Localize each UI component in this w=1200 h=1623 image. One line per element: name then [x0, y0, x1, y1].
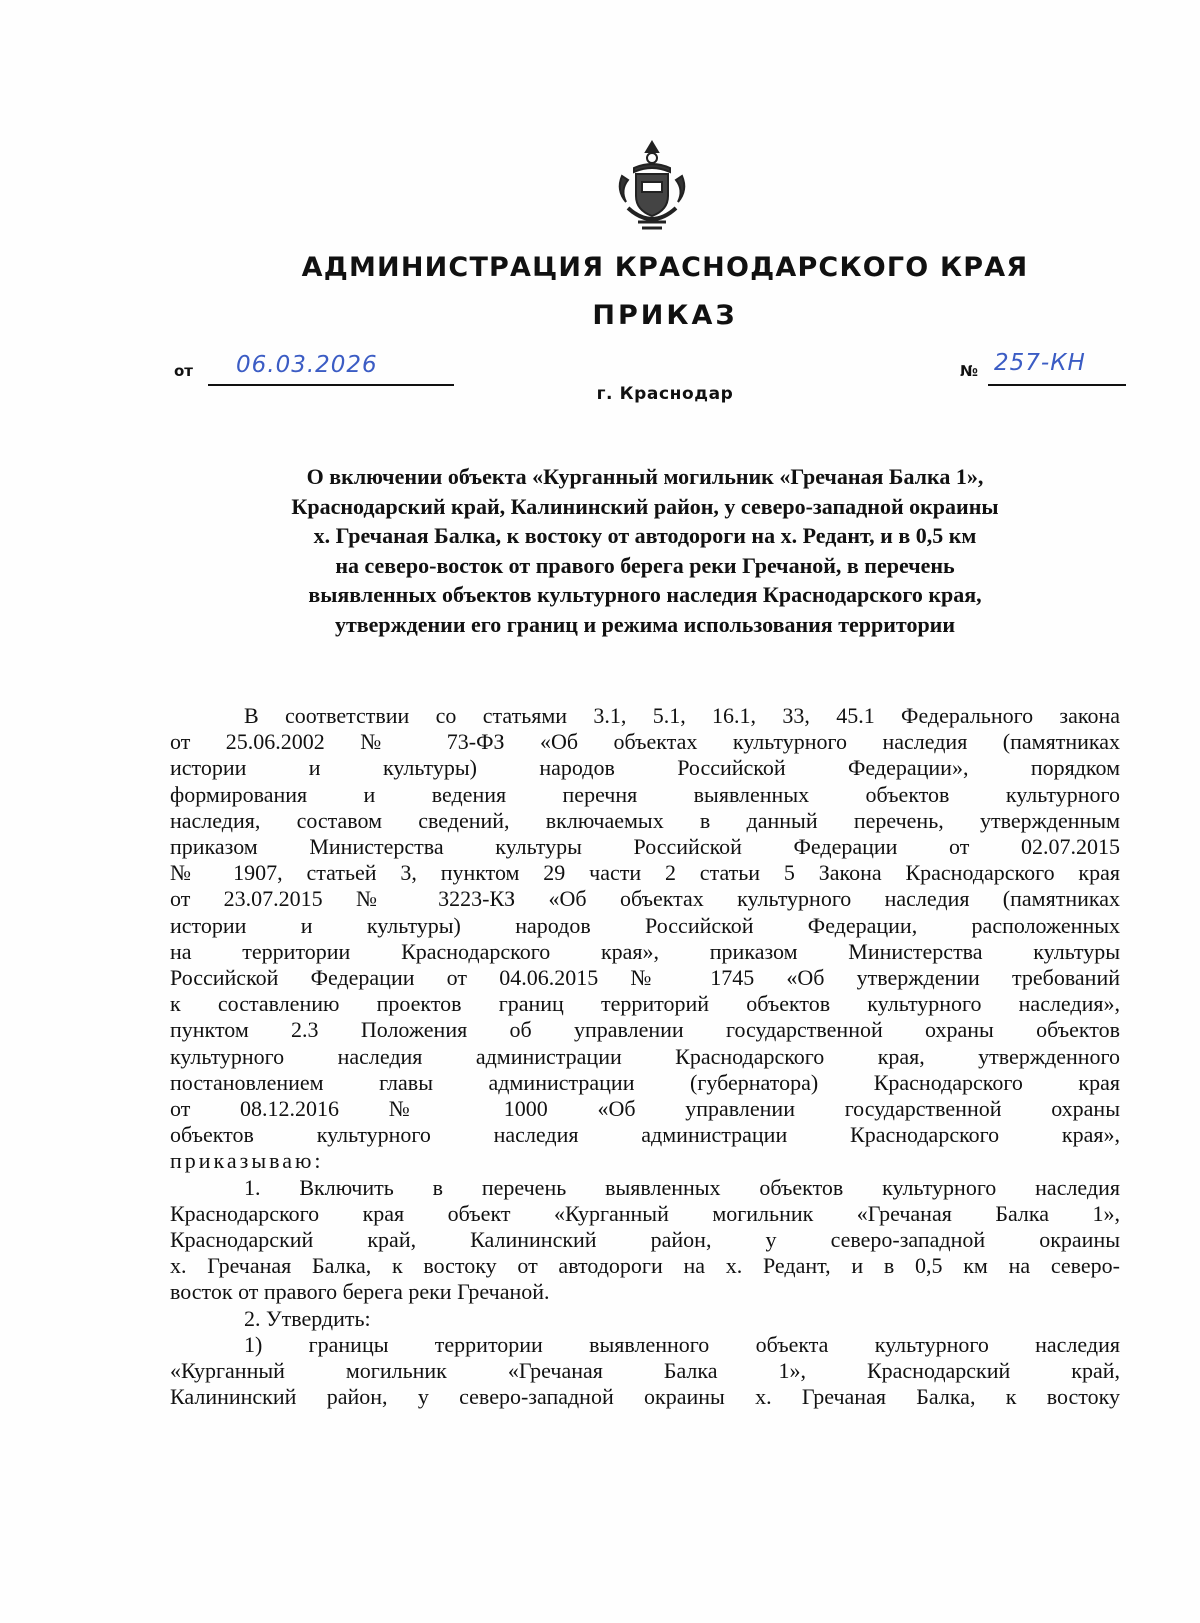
- date-prefix: от: [174, 362, 193, 380]
- body-line: объектов культурного наследия администрации Краснодарского края»,: [170, 1122, 1120, 1148]
- body-line: от 08.12.2016 № 1000 «Об управлении государственной охраны: [170, 1096, 1120, 1122]
- title-line: О включении объекта «Курганный могильник «Гречаная Балка 1»,: [306, 464, 984, 489]
- body-line: 1) границы территории выявленного объекта культурного наследия: [244, 1331, 1120, 1357]
- body-line: от 23.07.2015 № 3223-КЗ «Об объектах культурного наследия (памятниках: [170, 886, 1120, 912]
- body-line: истории и культуры) народов Российской Федерации», порядком: [170, 755, 1120, 781]
- body-line: В соответствии со статьями 3.1, 5.1, 16.1, 33, 45.1 Федерального закона: [244, 703, 1120, 728]
- body-line: постановлением главы администрации (губернатора) Краснодарского края: [170, 1069, 1120, 1095]
- body-line: № 1907, статьей 3, пунктом 29 части 2 статьи 5 Закона Краснодарского края: [170, 860, 1120, 886]
- body-line: восток от правого берега реки Гречаной.: [170, 1279, 550, 1305]
- city: г. Краснодар: [596, 384, 734, 404]
- body-line: от 25.06.2002 № 73-ФЗ «Об объектах культурного наследия (памятниках: [170, 729, 1120, 755]
- body-line: истории и культуры) народов Российской Федерации, расположенных: [170, 912, 1120, 938]
- body-line-order-word: приказываю:: [170, 1148, 324, 1174]
- body-line: Российской Федерации от 04.06.2015 № 1745 «Об утверждении требований: [170, 965, 1120, 991]
- body-line: 2. Утвердить:: [244, 1305, 371, 1331]
- number-value: 257-КН: [994, 350, 1086, 376]
- body-line: х. Гречаная Балка, к востоку от автодороги на х. Редант, и в 0,5 км на северо-: [170, 1253, 1120, 1279]
- body-line: пунктом 2.3 Положения об управлении государственной охраны объектов: [170, 1017, 1120, 1043]
- body-line: к составлению проектов границ территорий объектов культурного наследия»,: [170, 991, 1120, 1017]
- body-line: на территории Краснодарского края», приказом Министерства культуры: [170, 938, 1120, 964]
- title-line: выявленных объектов культурного наследия Краснодарского края,: [308, 582, 982, 607]
- body-line: формирования и ведения перечня выявленных объектов культурного: [170, 781, 1120, 807]
- body-line: 1. Включить в перечень выявленных объектов культурного наследия: [244, 1174, 1120, 1200]
- number-label: №: [960, 362, 979, 380]
- body-line: Калининский район, у северо-западной окраины х. Гречаная Балка, к востоку: [170, 1384, 1120, 1410]
- document-body: [170, 703, 1120, 1410]
- title-line: утверждении его границ и режима использования территории: [334, 611, 956, 637]
- title-line: х. Гречаная Балка, к востоку от автодороги на х. Редант, и в 0,5 км: [313, 523, 977, 548]
- body-line: культурного наследия администрации Краснодарского края, утвержденного: [170, 1043, 1120, 1069]
- title-line: Краснодарский край, Калининский район, у северо-западной окраины: [291, 493, 999, 519]
- krasnodar-coat-of-arms-icon: [612, 138, 692, 234]
- body-line: наследия, составом сведений, включаемых в данный перечень, утвержденным: [170, 807, 1120, 833]
- body-line: Краснодарского края объект «Курганный могильник «Гречаная Балка 1»,: [170, 1200, 1120, 1226]
- date-value: 06.03.2026: [236, 352, 378, 378]
- document-title: [170, 462, 1120, 639]
- body-line: «Курганный могильник «Гречаная Балка 1», Краснодарский край,: [170, 1358, 1120, 1384]
- body-line: Краснодарский край, Калининский район, у северо-западной окраины: [170, 1227, 1120, 1253]
- document-type: ПРИКАЗ: [592, 300, 738, 331]
- title-line: на северо-восток от правого берега реки Гречаной, в перечень: [335, 552, 955, 578]
- body-line: приказом Министерства культуры Российской Федерации от 02.07.2015: [170, 834, 1120, 860]
- organization-name: АДМИНИСТРАЦИЯ КРАСНОДАРСКОГО КРАЯ: [301, 252, 1029, 283]
